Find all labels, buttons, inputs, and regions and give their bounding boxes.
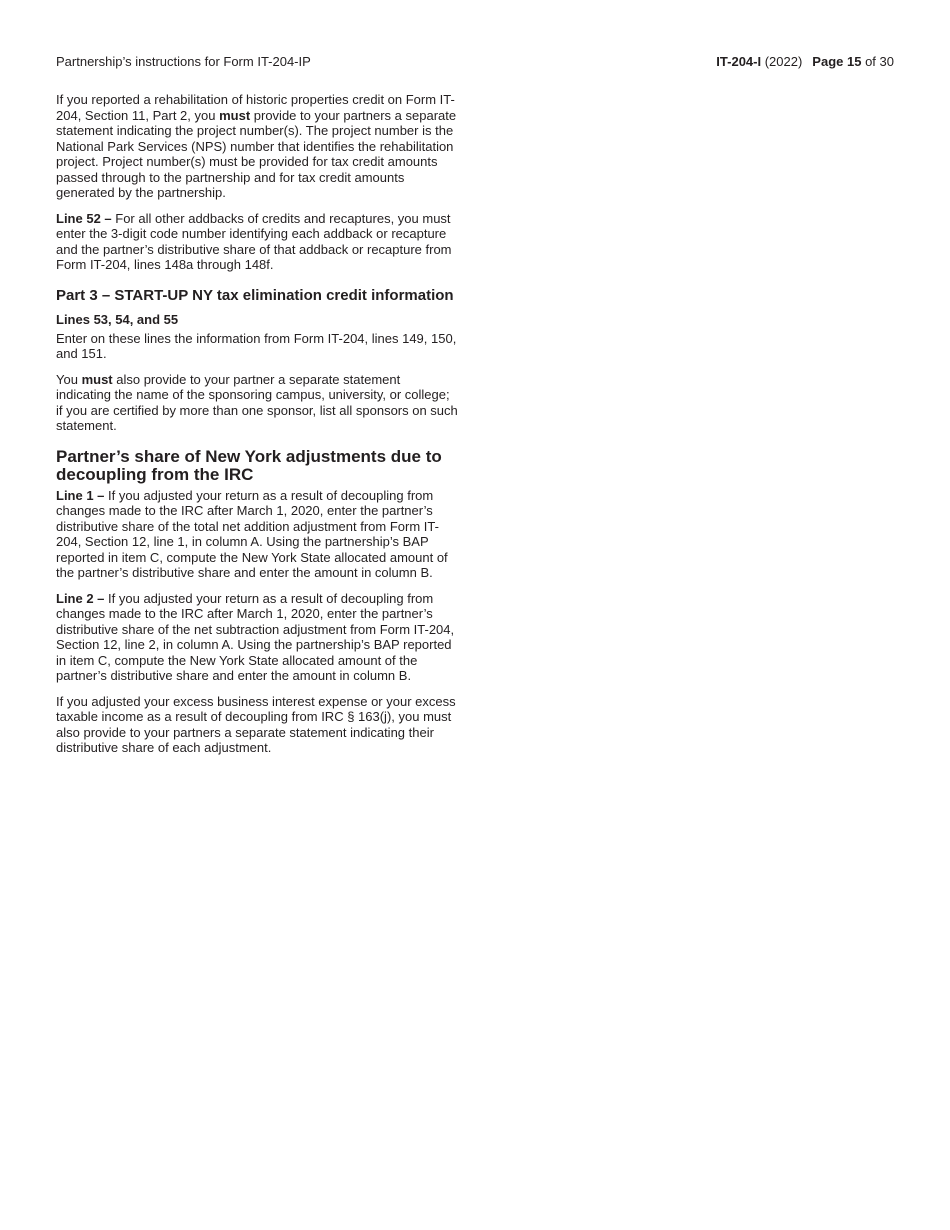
irc-163j-paragraph: If you adjusted your excess business interest expense or your excess taxable income as a result of decoupling from IRC § 163(j), you must also provide to your partners a separate statement indicating their distributive share of each adjustment.: [56, 693, 456, 755]
lines-53-55-paragraph: Enter on these lines the information from Form IT-204, lines 149, 150, and 151.: [56, 330, 457, 361]
sponsor-statement-paragraph: You must also provide to your partner a separate statement indicating the name of the sponsoring campus, university, or college; if you are certified by more than one sponsor, list all sponsors on such statement.: [56, 371, 458, 433]
form-year: (2022): [764, 54, 803, 69]
line-1-paragraph: Line 1 – If you adjusted your return as a result of decoupling from changes made to the IRC after March 1, 2020, enter the partner’s distributive share of the total net addition adjustment from Form IT-204, Section 12, line 1, in column A. Using the partnership’s BAP reported in item C, compute the New York State allocated amount of the partner’s distributive share and enter the amount in column B.: [56, 487, 448, 580]
part-3-heading: Part 3 – START-UP NY tax elimination credit information: [56, 286, 454, 304]
historic-credit-paragraph: If you reported a rehabilitation of historic properties credit on Form IT-204, Section 11, Part 2, you must provide to your partners a separate statement indicating the project number(s). The project number is the National Park Services (NPS) number that identifies the rehabilitation project. Project number(s) must be provided for tax credit amounts passed through to the partnership and for tax credit amounts generated by the partnership.: [56, 92, 457, 200]
running-header-page-info: [716, 54, 894, 70]
line-52-label: Line 52 –: [56, 210, 112, 226]
form-id: IT-204-I: [716, 54, 762, 69]
running-header-title: Partnership’s instructions for Form IT-204-IP: [56, 54, 311, 69]
line-2-paragraph: Line 2 – If you adjusted your return as a result of decoupling from changes made to the IRC after March 1, 2020, enter the partner’s distributive share of the net subtraction adjustment from Form IT-204, Section 12, line 2, in column A. Using the partnership’s BAP reported in item C, compute the New York State allocated amount of the partner’s distributive share and enter the amount in column B.: [56, 590, 455, 683]
line-2-label: Line 2 –: [56, 590, 105, 606]
decoupling-adjustments-heading: Partner’s share of New York adjustments due to decoupling from the IRC: [56, 446, 442, 484]
page-number: Page 15: [812, 54, 862, 69]
line-1-label: Line 1 –: [56, 487, 105, 503]
lines-53-55-subheading: Lines 53, 54, and 55: [56, 311, 179, 327]
content-column: [56, 92, 458, 766]
line-52-paragraph: Line 52 – For all other addbacks of credits and recaptures, you must enter the 3-digit code number identifying each addback or recapture and the partner’s distributive share of that addback or recapture from Form IT-204, lines 148a through 148f.: [56, 210, 452, 272]
page-total: of 30: [865, 54, 894, 69]
